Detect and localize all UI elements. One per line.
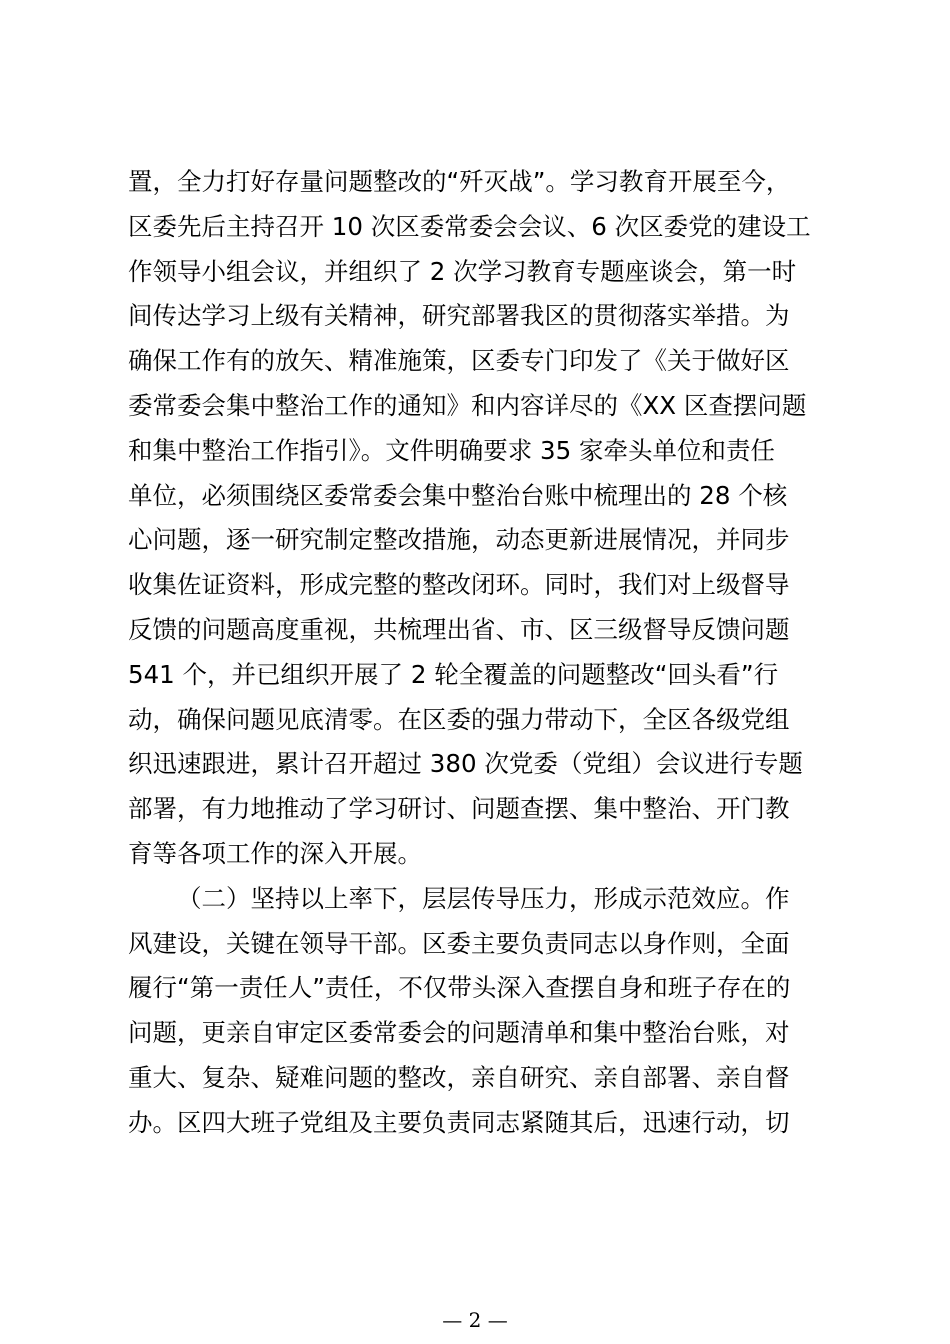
text-line: 动，确保问题见底清零。在区委的强力带动下，全区各级党组 [128, 704, 790, 734]
text-line: 确保工作有的放矢、精准施策，区委专门印发了《关于做好区 [128, 346, 790, 376]
text-line: 委常委会集中整治工作的通知》和内容详尽的《XX 区查摆问题 [128, 390, 807, 420]
text-line: 育等各项工作的深入开展。 [128, 838, 422, 868]
section-heading-line: （二）坚持以上率下，层层传导压力，形成示范效应。作 [177, 883, 790, 913]
text-line: 和集中整治工作指引》。文件明确要求 35 家牵头单位和责任 [128, 435, 775, 465]
text-line: 心问题，逐一研究制定整改措施，动态更新进展情况，并同步 [128, 525, 790, 555]
text-line: 单位，必须围绕区委常委会集中整治台账中梳理出的 28 个核 [128, 480, 788, 510]
text-line: 区委先后主持召开 10 次区委常委会会议、6 次区委党的建设工 [128, 211, 811, 241]
text-line: 反馈的问题高度重视，共梳理出省、市、区三级督导反馈问题 [128, 614, 790, 644]
text-line: 收集佐证资料，形成完整的整改闭环。同时，我们对上级督导 [128, 570, 790, 600]
text-line: 作领导小组会议，并组织了 2 次学习教育专题座谈会，第一时 [128, 256, 797, 286]
text-line: 办。区四大班子党组及主要负责同志紧随其后，迅速行动，切 [128, 1107, 790, 1137]
text-line: 问题，更亲自审定区委常委会的问题清单和集中整治台账，对 [128, 1018, 790, 1048]
body-text [128, 160, 828, 1146]
text-line: 间传达学习上级有关精神，研究部署我区的贯彻落实举措。为 [128, 301, 790, 331]
page-number: — 2 — [442, 1308, 508, 1332]
text-line: 履行“第一责任人”责任，不仅带头深入查摆自身和班子存在的 [128, 973, 791, 1003]
text-line: 541 个，并已组织开展了 2 轮全覆盖的问题整改“回头看”行 [128, 659, 779, 689]
text-line: 风建设，关键在领导干部。区委主要负责同志以身作则，全面 [128, 928, 790, 958]
text-line: 置，全力打好存量问题整改的“歼灭战”。学习教育开展至今， [128, 167, 791, 196]
text-line: 织迅速跟进，累计召开超过 380 次党委（党组）会议进行专题 [128, 749, 803, 779]
text-line: 部署，有力地推动了学习研讨、问题查摆、集中整治、开门教 [128, 794, 790, 824]
text-line: 重大、复杂、疑难问题的整改，亲自研究、亲自部署、亲自督 [128, 1062, 790, 1092]
